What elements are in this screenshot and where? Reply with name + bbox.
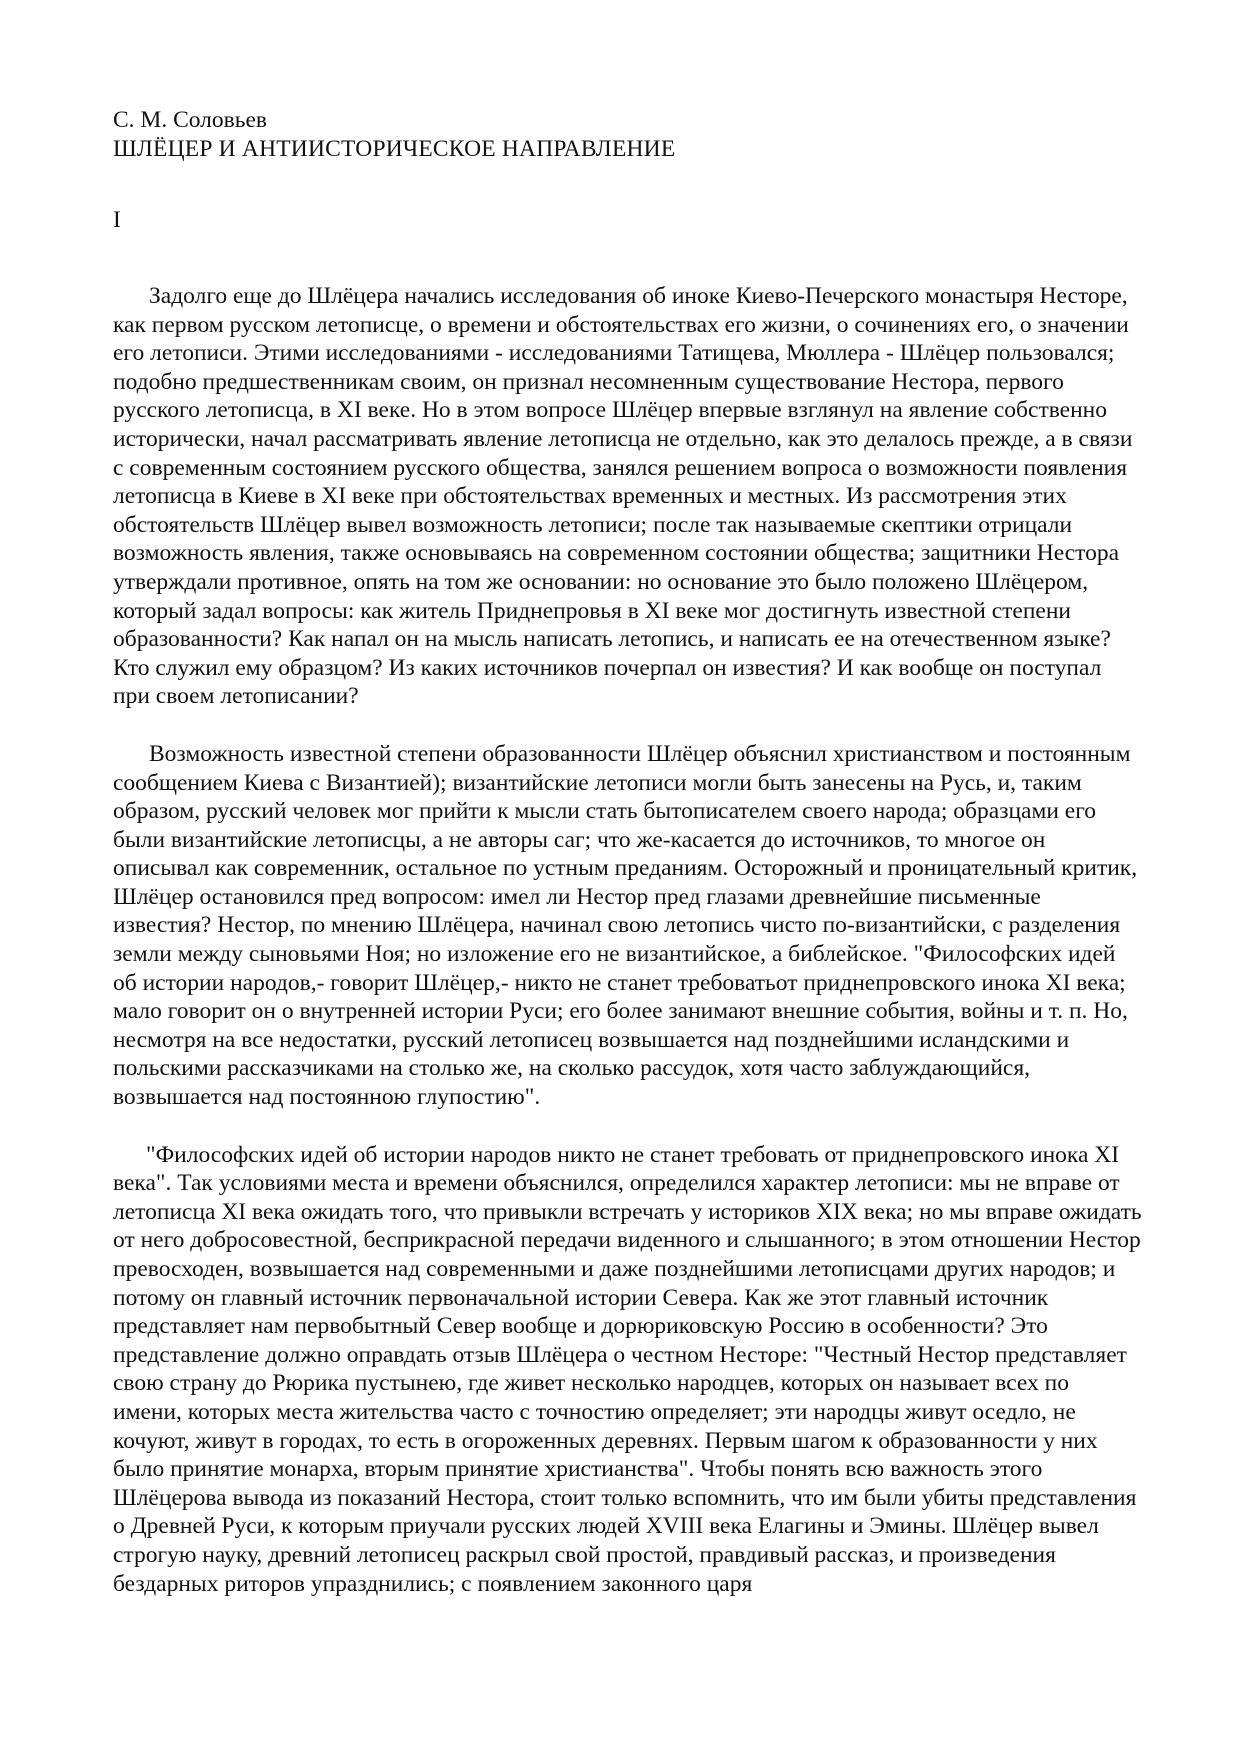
paragraph-3: "Философских идей об истории народов никто не станет требовать от приднепровского инока XI века". Так условиями места и времени объяснился, определился характер летописи: мы не вправе от летописца XI века ожидать того, что привыкли встречать у историков XIX века; но мы вправе ожидать от него добросовестной, бесприкрасной передачи виденного и слышанного; в этом отношении Нестор превосходен, возвышается над современными и даже позднейшими летописцами других народов; и потому он главный источник первоначальной истории Севера. Как же этот главный источник представляет нам первобытный Север вообще и дорюриковскую Россию в особенности? Это представление должно оправдать отзыв Шлёцера о честном Несторе: "Честный Нестор представляет свою страну до Рюрика пустынею, где живет несколько народцев, которых он называет всех по имени, которых места жительства часто с точностию определяет; эти народцы живут оседло, не кочуют, живут в городах, то есть в огороженных деревнях. Первым шагом к образованности у них было принятие монарха, вторым принятие христианства". Чтобы понять всю важность этого Шлёцерова вывода из показаний Нестора, стоит только вспомнить, что им были убиты представления о Древней Руси, к которым приучали русских людей XVIII века Елагины и Эмины. Шлёцер вывел строгую науку, древний летописец раскрыл свой простой, правдивый рассказ, и произведения бездарных риторов упразднились; с появлением законного царя — [113, 1141, 1142, 1597]
author-name: С. М. Соловьев — [113, 107, 268, 133]
paragraph-2: Возможность известной степени образованности Шлёцер объяснил христианством и постоянным сообщением Киева с Византией); византийские летописи могли быть занесены на Русь, и, таким образом, русский человек мог прийти к мысли стать бытописателем своего народа; образцами его были византийские летописцы, а не авторы саг; что же-касается до источников, то многое он описывал как современник, остальное по устным преданиям. Осторожный и проницательный критик, Шлёцер остановился пред вопросом: имел ли Нестор пред глазами древнейшие письменные известия? Нестор, по мнению Шлёцера, начинал свою летопись чисто по-византийски, с разделения земли между сыновьями Ноя; но изложение его не византийское, а библейское. "Философских идей об истории народов,- говорит Шлёцер,- никто не станет требоватьот приднепровского инока XI века; мало говорит он о внутренней истории Руси; его более занимают внешние события, войны и т. п. Но, несмотря на все недостатки, русский летописец возвышается над позднейшими исландскими и польскими рассказчиками на столько же, на сколько рассудок, хотя часто заблуждающийся, возвышается над постоянною глупостию". — [113, 740, 1138, 1111]
document-page — [113, 106, 1143, 1598]
section-number: I — [113, 207, 121, 233]
document-title: ШЛЁЦЕР И АНТИИСТОРИЧЕСКОЕ НАПРАВЛЕНИЕ — [113, 136, 676, 162]
paragraph-1: Задолго еще до Шлёцера начались исследования об иноке Киево-Печерского монастыря Несторе, как первом русском летописце, о времени и обстоятельствах его жизни, о сочинениях его, о значении его летописи. Этими исследованиями - исследованиями Татищева, Мюллера - Шлёцер пользовался; подобно предшественникам своим, он признал несомненным существование Нестора, первого русского летописца, в XI веке. Но в этом вопросе Шлёцер впервые взглянул на явление собственно исторически, начал рассматривать явление летописца не отдельно, как это делалось прежде, а в связи с современным состоянием русского общества, занялся решением вопроса о возможности появления летописца в Киеве в XI веке при обстоятельствах временных и местных. Из рассмотрения этих обстоятельств Шлёцер вывел возможность летописи; после так называемые скептики отрицали возможность явления, также основываясь на современном состоянии общества; защитники Нестора утверждали противное, опять на том же основании: но основание это было положено Шлёцером, который задал вопросы: как житель Приднепровья в XI веке мог достигнуть известной степени образованности? Как напал он на мысль написать летопись, и написать ее на отечественном языке? Кто служил ему образцом? Из каких источников почерпал он известия? И как вообще он поступал при своем летописании? — [113, 283, 1133, 710]
